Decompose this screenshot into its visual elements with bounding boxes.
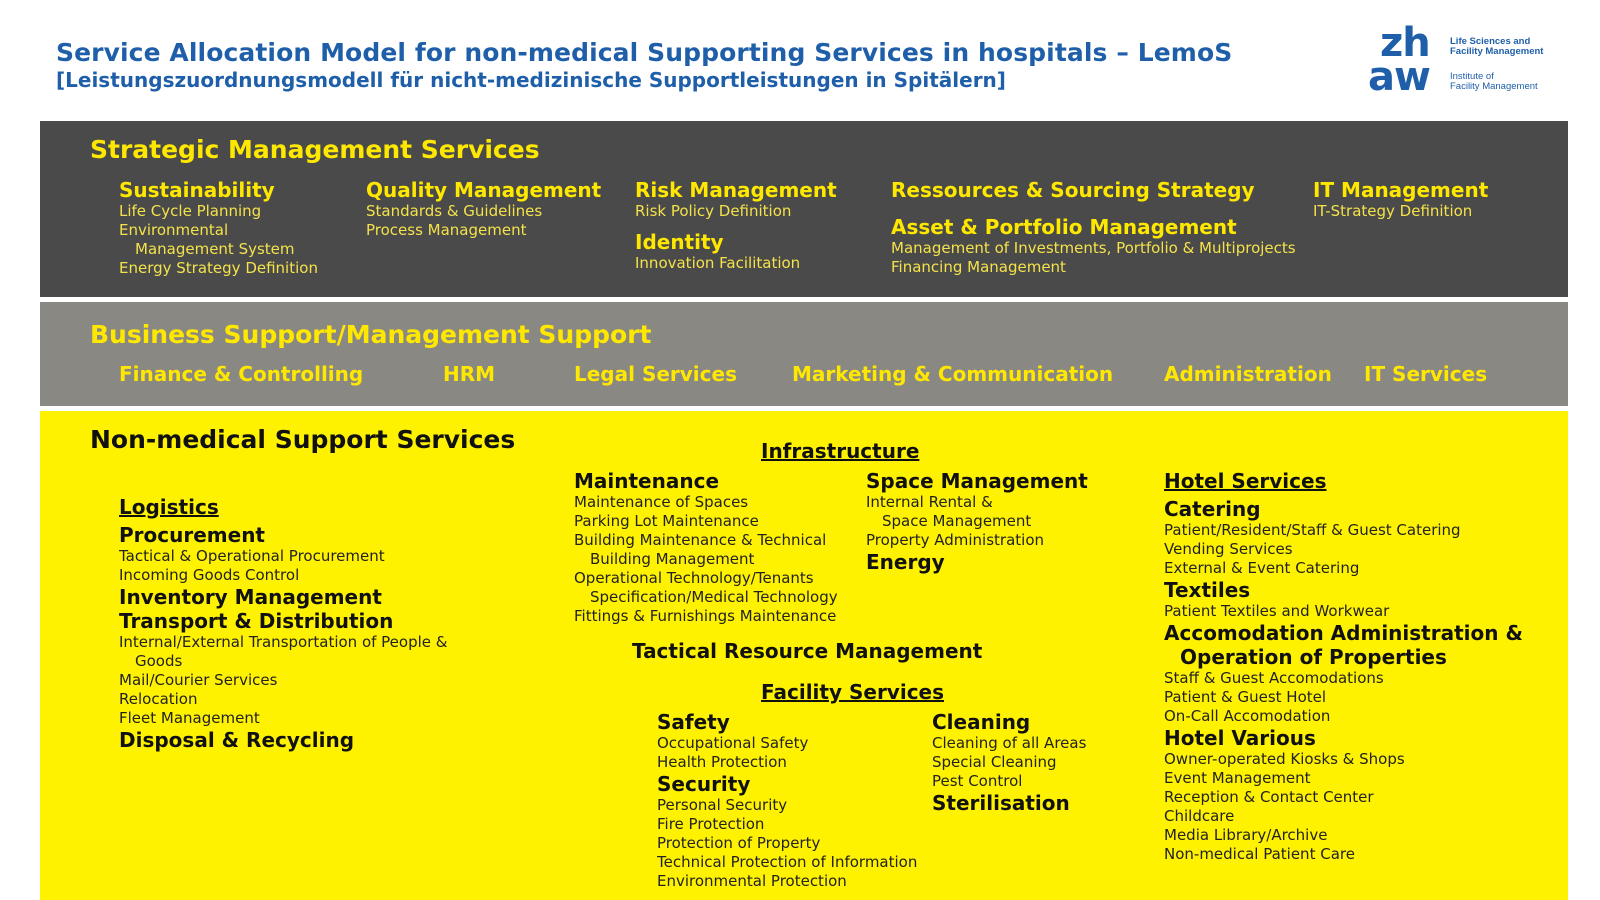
group-title: Quality Management: [366, 178, 602, 202]
asset-portfolio-group: [891, 215, 1296, 277]
logo-school: [1450, 37, 1543, 57]
group-item: Personal Security: [657, 796, 788, 814]
logo-mark-bottom: aw: [1368, 54, 1430, 100]
business-item-finance: Finance & Controlling: [119, 362, 364, 386]
group-item: External & Event Catering: [1164, 559, 1360, 577]
group-item: Building Maintenance & Technical: [574, 531, 827, 549]
hotel-services-group: [1164, 469, 1523, 864]
group-title: Catering: [1164, 497, 1261, 521]
group-title: Maintenance: [574, 469, 720, 493]
business-item-administration: Administration: [1164, 362, 1332, 386]
header: [56, 38, 1232, 92]
group-title: Safety: [657, 710, 730, 734]
group-item: Innovation Facilitation: [635, 254, 801, 272]
group-item: Risk Policy Definition: [635, 202, 792, 220]
strategic-heading: Strategic Management Services: [90, 135, 540, 164]
group-item: Patient/Resident/Staff & Guest Catering: [1164, 521, 1461, 539]
group-title: Transport & Distribution: [119, 609, 394, 633]
group-item: Vending Services: [1164, 540, 1293, 558]
group-item: Relocation: [119, 690, 198, 708]
group-item: Health Protection: [657, 753, 787, 771]
group-item: Energy Strategy Definition: [119, 259, 318, 277]
group-item: Management System: [135, 240, 295, 258]
business-item-legal: Legal Services: [574, 362, 737, 386]
group-title: Disposal & Recycling: [119, 728, 355, 752]
safety-security-group: [657, 710, 917, 891]
facility-services-title: Facility Services: [761, 680, 945, 704]
identity-group: [635, 230, 800, 273]
logo-mark: [1368, 20, 1444, 100]
group-item: Financing Management: [891, 258, 1066, 276]
group-item: Fleet Management: [119, 709, 260, 727]
group-item: Parking Lot Maintenance: [574, 512, 759, 530]
business-item-hrm: HRM: [443, 362, 496, 386]
group-title: Security: [657, 772, 751, 796]
group-item: Protection of Property: [657, 834, 821, 852]
non-medical-support-band: [40, 411, 1568, 900]
group-title: Operation of Properties: [1180, 645, 1447, 669]
group-item: Specification/Medical Technology: [590, 588, 838, 606]
group-title: Inventory Management: [119, 585, 382, 609]
infrastructure-title: Infrastructure: [761, 439, 920, 463]
resources-sourcing-group: [891, 178, 1255, 202]
maintenance-group: [574, 469, 838, 626]
group-item: Occupational Safety: [657, 734, 809, 752]
group-title: Textiles: [1164, 578, 1251, 602]
group-item: Media Library/Archive: [1164, 826, 1328, 844]
group-item: Non-medical Patient Care: [1164, 845, 1355, 863]
group-title: Identity: [635, 230, 724, 254]
group-item: Operational Technology/Tenants: [574, 569, 814, 587]
sustainability-group: [119, 178, 318, 278]
group-title: IT Management: [1313, 178, 1489, 202]
group-item: Mail/Courier Services: [119, 671, 278, 689]
page-title: Service Allocation Model for non-medical Supporting Services in hospitals – LemoS: [56, 38, 1233, 67]
logistics-title: Logistics: [119, 495, 219, 519]
group-item: Childcare: [1164, 807, 1235, 825]
group-title: Sterilisation: [932, 791, 1070, 815]
logistics-group: [119, 495, 447, 752]
group-title: Hotel Various: [1164, 726, 1316, 750]
group-item: Standards & Guidelines: [366, 202, 543, 220]
strategic-management-band: [40, 121, 1568, 297]
group-title: Ressources & Sourcing Strategy: [891, 178, 1255, 202]
group-title: Procurement: [119, 523, 265, 547]
zhaw-logo: [1368, 20, 1578, 100]
group-item: Environmental Protection: [657, 872, 847, 890]
group-item: Event Management: [1164, 769, 1311, 787]
group-item: On-Call Accomodation: [1164, 707, 1331, 725]
risk-management-group: [635, 178, 837, 221]
group-item: Owner-operated Kiosks & Shops: [1164, 750, 1405, 768]
business-support-band: [40, 302, 1568, 406]
hotel-services-title: Hotel Services: [1164, 469, 1327, 493]
group-item: Building Management: [590, 550, 755, 568]
quality-management-group: [366, 178, 601, 240]
group-item: Goods: [135, 652, 183, 670]
page-subtitle: [Leistungszuordnungsmodell für nicht-medizinische Supportleistungen in Spitälern]: [56, 68, 1006, 92]
group-item: Pest Control: [932, 772, 1023, 790]
group-title: Risk Management: [635, 178, 837, 202]
tactical-resource-title: Tactical Resource Management: [632, 639, 983, 663]
group-title: Sustainability: [119, 178, 275, 202]
it-management-group: [1313, 178, 1488, 221]
group-item: Management of Investments, Portfolio & Multiprojects: [891, 239, 1296, 257]
logo-line: Facility Management: [1450, 81, 1538, 92]
logo-line: Life Sciences and: [1450, 36, 1531, 47]
group-item: Environmental: [119, 221, 229, 239]
group-item: Technical Protection of Information: [657, 853, 918, 871]
group-title: Space Management: [866, 469, 1088, 493]
group-item: Fittings & Furnishings Maintenance: [574, 607, 837, 625]
group-item: IT-Strategy Definition: [1313, 202, 1473, 220]
group-item: Process Management: [366, 221, 527, 239]
group-item: Patient Textiles and Workwear: [1164, 602, 1390, 620]
logo-institute: [1450, 72, 1538, 92]
group-title: Asset & Portfolio Management: [891, 215, 1237, 239]
nonmed-heading: Non-medical Support Services: [90, 425, 516, 454]
group-item: Incoming Goods Control: [119, 566, 300, 584]
logo-mark-top: zh: [1380, 20, 1430, 66]
group-item: Reception & Contact Center: [1164, 788, 1374, 806]
group-title: Cleaning: [932, 710, 1031, 734]
group-item: Property Administration: [866, 531, 1045, 549]
cleaning-group: [932, 710, 1086, 815]
group-item: Internal/External Transportation of People &: [119, 633, 448, 651]
group-item: Fire Protection: [657, 815, 765, 833]
logo-line: Facility Management: [1450, 46, 1544, 57]
group-item: Tactical & Operational Procurement: [119, 547, 385, 565]
group-item: Maintenance of Spaces: [574, 493, 749, 511]
group-item: Space Management: [882, 512, 1032, 530]
business-heading: Business Support/Management Support: [90, 320, 652, 349]
group-item: Staff & Guest Accomodations: [1164, 669, 1384, 687]
group-item: Patient & Guest Hotel: [1164, 688, 1327, 706]
group-item: Special Cleaning: [932, 753, 1057, 771]
logo-line: Institute of: [1450, 71, 1494, 82]
business-item-marketing: Marketing & Communication: [792, 362, 1114, 386]
business-item-it-services: IT Services: [1364, 362, 1488, 386]
group-item: Internal Rental &: [866, 493, 993, 511]
group-item: Cleaning of all Areas: [932, 734, 1087, 752]
group-title: Energy: [866, 550, 945, 574]
group-item: Life Cycle Planning: [119, 202, 262, 220]
space-management-group: [866, 469, 1088, 574]
group-title: Accomodation Administration &: [1164, 621, 1523, 645]
